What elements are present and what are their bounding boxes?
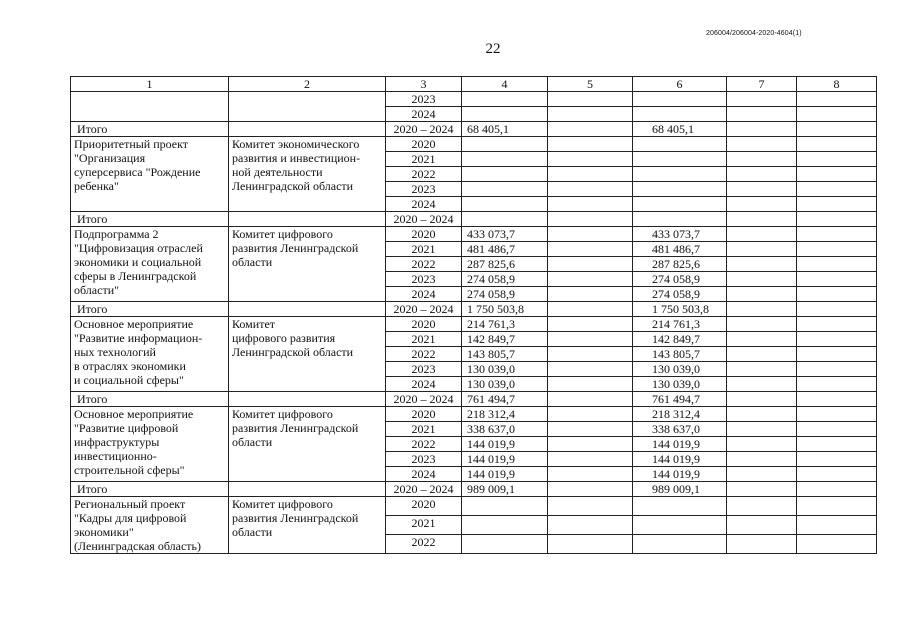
total-row: [71, 392, 877, 407]
responsible-cell: [229, 92, 386, 122]
col5-cell: [548, 152, 633, 167]
table-row: [71, 92, 877, 107]
table-row: [71, 137, 877, 152]
col8-cell: [797, 437, 877, 452]
amount-col4-cell: 214 761,3: [462, 317, 548, 332]
year-cell: 2021: [386, 422, 462, 437]
period-cell: 2020 – 2024: [386, 392, 462, 407]
year-cell: 2022: [386, 437, 462, 452]
amount-col6-cell: 433 073,7: [633, 227, 727, 242]
col8-cell: [797, 407, 877, 422]
col8-cell: [797, 272, 877, 287]
amount-col6-cell: 144 019,9: [633, 467, 727, 482]
amount-col4-cell: [462, 167, 548, 182]
amount-col6-cell: [633, 516, 727, 535]
amount-col4-cell: 144 019,9: [462, 437, 548, 452]
amount-col6-cell: 338 637,0: [633, 422, 727, 437]
amount-col4-cell: 130 039,0: [462, 362, 548, 377]
table-row: [71, 497, 877, 516]
amount-col4-cell: [462, 137, 548, 152]
col8-cell: [797, 497, 877, 516]
col7-cell: [727, 92, 797, 107]
item-name-cell: Подпрограмма 2 "Цифровизация отраслей экономики и социальной сферы в Ленинградской области": [71, 227, 229, 302]
amount-col4-cell: 433 073,7: [462, 227, 548, 242]
total-label-cell: Итого: [71, 302, 229, 317]
col8-cell: [797, 167, 877, 182]
total-col6-cell: 1 750 503,8: [633, 302, 727, 317]
col5-cell: [548, 332, 633, 347]
responsible-cell: Комитет цифрового развития Ленинградской области: [229, 407, 386, 482]
col5-cell: [548, 535, 633, 554]
col8-cell: [797, 92, 877, 107]
year-cell: 2020: [386, 407, 462, 422]
amount-col4-cell: 142 849,7: [462, 332, 548, 347]
col7-cell: [727, 467, 797, 482]
amount-col6-cell: [633, 197, 727, 212]
page-number: 22: [485, 41, 501, 57]
column-header: 4: [462, 77, 548, 92]
year-cell: 2021: [386, 332, 462, 347]
col5-cell: [548, 227, 633, 242]
col7-cell: [727, 332, 797, 347]
amount-col4-cell: 274 058,9: [462, 272, 548, 287]
year-cell: 2023: [386, 182, 462, 197]
col5-cell: [548, 212, 633, 227]
year-cell: 2020: [386, 137, 462, 152]
responsible-cell: Комитет цифрового развития Ленинградской области: [229, 227, 386, 302]
amount-col6-cell: [633, 182, 727, 197]
responsible-cell: Комитет экономического развития и инвестицион- ной деятельности Ленинградской области: [229, 137, 386, 212]
col7-cell: [727, 257, 797, 272]
amount-col4-cell: [462, 182, 548, 197]
col5-cell: [548, 122, 633, 137]
col7-cell: [727, 302, 797, 317]
col7-cell: [727, 242, 797, 257]
amount-col4-cell: [462, 92, 548, 107]
year-cell: 2022: [386, 167, 462, 182]
col7-cell: [727, 482, 797, 497]
amount-col6-cell: [633, 137, 727, 152]
amount-col6-cell: 287 825,6: [633, 257, 727, 272]
col5-cell: [548, 347, 633, 362]
total-row: [71, 122, 877, 137]
column-header: 1: [71, 77, 229, 92]
total-row: [71, 482, 877, 497]
col7-cell: [727, 497, 797, 516]
amount-col4-cell: 287 825,6: [462, 257, 548, 272]
col5-cell: [548, 437, 633, 452]
amount-col6-cell: [633, 167, 727, 182]
col8-cell: [797, 467, 877, 482]
col8-cell: [797, 242, 877, 257]
col7-cell: [727, 407, 797, 422]
responsible-cell: [229, 212, 386, 227]
col5-cell: [548, 467, 633, 482]
total-col6-cell: 989 009,1: [633, 482, 727, 497]
col7-cell: [727, 197, 797, 212]
amount-col4-cell: [462, 535, 548, 554]
year-cell: 2022: [386, 257, 462, 272]
col5-cell: [548, 257, 633, 272]
amount-col4-cell: [462, 497, 548, 516]
col5-cell: [548, 377, 633, 392]
col5-cell: [548, 287, 633, 302]
col8-cell: [797, 122, 877, 137]
col8-cell: [797, 377, 877, 392]
table-row: [71, 227, 877, 242]
amount-col4-cell: [462, 197, 548, 212]
col8-cell: [797, 287, 877, 302]
col5-cell: [548, 272, 633, 287]
amount-col6-cell: [633, 92, 727, 107]
year-cell: 2021: [386, 516, 462, 535]
col8-cell: [797, 516, 877, 535]
col7-cell: [727, 377, 797, 392]
document-code: 206004/206004-2020-4604(1): [706, 30, 802, 37]
amount-col4-cell: 130 039,0: [462, 377, 548, 392]
amount-col4-cell: 274 058,9: [462, 287, 548, 302]
responsible-cell: [229, 482, 386, 497]
total-label-cell: Итого: [71, 482, 229, 497]
col5-cell: [548, 197, 633, 212]
year-cell: 2022: [386, 535, 462, 554]
year-cell: 2023: [386, 362, 462, 377]
col5-cell: [548, 392, 633, 407]
col7-cell: [727, 212, 797, 227]
col8-cell: [797, 302, 877, 317]
item-name-cell: Основное мероприятие "Развитие цифровой инфраструктуры инвестиционно- строительной сферы": [71, 407, 229, 482]
period-cell: 2020 – 2024: [386, 212, 462, 227]
year-cell: 2024: [386, 107, 462, 122]
total-row: [71, 302, 877, 317]
amount-col4-cell: 218 312,4: [462, 407, 548, 422]
period-cell: 2020 – 2024: [386, 302, 462, 317]
table-header-row: [71, 77, 877, 92]
amount-col6-cell: 130 039,0: [633, 377, 727, 392]
col5-cell: [548, 92, 633, 107]
total-col4-cell: [462, 212, 548, 227]
year-cell: 2020: [386, 497, 462, 516]
year-cell: 2023: [386, 272, 462, 287]
table-row: [71, 407, 877, 422]
col7-cell: [727, 287, 797, 302]
col7-cell: [727, 227, 797, 242]
amount-col4-cell: [462, 107, 548, 122]
amount-col6-cell: 142 849,7: [633, 332, 727, 347]
col5-cell: [548, 452, 633, 467]
col7-cell: [727, 182, 797, 197]
amount-col4-cell: 144 019,9: [462, 467, 548, 482]
year-cell: 2022: [386, 347, 462, 362]
year-cell: 2024: [386, 287, 462, 302]
col8-cell: [797, 107, 877, 122]
total-label-cell: Итого: [71, 122, 229, 137]
col7-cell: [727, 347, 797, 362]
total-col4-cell: 1 750 503,8: [462, 302, 548, 317]
col8-cell: [797, 257, 877, 272]
col8-cell: [797, 422, 877, 437]
col7-cell: [727, 362, 797, 377]
year-cell: 2024: [386, 467, 462, 482]
item-name-cell: [71, 92, 229, 122]
col5-cell: [548, 497, 633, 516]
col7-cell: [727, 122, 797, 137]
total-col6-cell: [633, 212, 727, 227]
amount-col4-cell: 338 637,0: [462, 422, 548, 437]
col7-cell: [727, 167, 797, 182]
amount-col4-cell: [462, 152, 548, 167]
col5-cell: [548, 422, 633, 437]
amount-col6-cell: 274 058,9: [633, 287, 727, 302]
year-cell: 2024: [386, 377, 462, 392]
col8-cell: [797, 227, 877, 242]
amount-col6-cell: 481 486,7: [633, 242, 727, 257]
col7-cell: [727, 137, 797, 152]
col5-cell: [548, 167, 633, 182]
col5-cell: [548, 516, 633, 535]
col7-cell: [727, 516, 797, 535]
col7-cell: [727, 317, 797, 332]
item-name-cell: Основное мероприятие "Развитие информацион- ных технологий в отраслях экономики и социальной сферы": [71, 317, 229, 392]
amount-col6-cell: 214 761,3: [633, 317, 727, 332]
col8-cell: [797, 392, 877, 407]
col8-cell: [797, 182, 877, 197]
column-header: 6: [633, 77, 727, 92]
amount-col6-cell: 274 058,9: [633, 272, 727, 287]
amount-col6-cell: 218 312,4: [633, 407, 727, 422]
amount-col4-cell: 143 805,7: [462, 347, 548, 362]
col5-cell: [548, 302, 633, 317]
column-header: 2: [229, 77, 386, 92]
col8-cell: [797, 452, 877, 467]
amount-col4-cell: [462, 516, 548, 535]
year-cell: 2020: [386, 317, 462, 332]
table-row: [71, 317, 877, 332]
responsible-cell: [229, 392, 386, 407]
total-label-cell: Итого: [71, 212, 229, 227]
column-header: 3: [386, 77, 462, 92]
col5-cell: [548, 242, 633, 257]
amount-col6-cell: 144 019,9: [633, 437, 727, 452]
col5-cell: [548, 407, 633, 422]
year-cell: 2020: [386, 227, 462, 242]
col5-cell: [548, 362, 633, 377]
year-cell: 2023: [386, 92, 462, 107]
col7-cell: [727, 452, 797, 467]
total-col4-cell: 68 405,1: [462, 122, 548, 137]
responsible-cell: [229, 122, 386, 137]
col7-cell: [727, 272, 797, 287]
amount-col6-cell: [633, 107, 727, 122]
year-cell: 2021: [386, 242, 462, 257]
col5-cell: [548, 482, 633, 497]
col7-cell: [727, 152, 797, 167]
total-col4-cell: 761 494,7: [462, 392, 548, 407]
col8-cell: [797, 347, 877, 362]
column-header: 8: [797, 77, 877, 92]
col5-cell: [548, 317, 633, 332]
total-row: [71, 212, 877, 227]
year-cell: 2023: [386, 452, 462, 467]
amount-col6-cell: 144 019,9: [633, 452, 727, 467]
col8-cell: [797, 212, 877, 227]
col8-cell: [797, 317, 877, 332]
period-cell: 2020 – 2024: [386, 482, 462, 497]
total-col6-cell: 761 494,7: [633, 392, 727, 407]
total-label-cell: Итого: [71, 392, 229, 407]
col7-cell: [727, 392, 797, 407]
total-col4-cell: 989 009,1: [462, 482, 548, 497]
amount-col6-cell: [633, 497, 727, 516]
col7-cell: [727, 535, 797, 554]
year-cell: 2024: [386, 197, 462, 212]
col5-cell: [548, 182, 633, 197]
col8-cell: [797, 152, 877, 167]
amount-col6-cell: 130 039,0: [633, 362, 727, 377]
col8-cell: [797, 137, 877, 152]
col8-cell: [797, 197, 877, 212]
col7-cell: [727, 107, 797, 122]
item-name-cell: Региональный проект "Кадры для цифровой экономики" (Ленинградская область): [71, 497, 229, 554]
col7-cell: [727, 437, 797, 452]
amount-col6-cell: [633, 535, 727, 554]
col5-cell: [548, 107, 633, 122]
total-col6-cell: 68 405,1: [633, 122, 727, 137]
col7-cell: [727, 422, 797, 437]
budget-table: [70, 76, 877, 554]
item-name-cell: Приоритетный проект "Организация суперсервиса "Рождение ребенка": [71, 137, 229, 212]
year-cell: 2021: [386, 152, 462, 167]
column-header: 7: [727, 77, 797, 92]
amount-col6-cell: 143 805,7: [633, 347, 727, 362]
responsible-cell: [229, 302, 386, 317]
amount-col4-cell: 144 019,9: [462, 452, 548, 467]
col8-cell: [797, 535, 877, 554]
col8-cell: [797, 362, 877, 377]
responsible-cell: Комитет цифрового развития Ленинградской области: [229, 497, 386, 554]
responsible-cell: Комитет цифрового развития Ленинградской области: [229, 317, 386, 392]
amount-col6-cell: [633, 152, 727, 167]
col5-cell: [548, 137, 633, 152]
col8-cell: [797, 482, 877, 497]
period-cell: 2020 – 2024: [386, 122, 462, 137]
amount-col4-cell: 481 486,7: [462, 242, 548, 257]
column-header: 5: [548, 77, 633, 92]
col8-cell: [797, 332, 877, 347]
